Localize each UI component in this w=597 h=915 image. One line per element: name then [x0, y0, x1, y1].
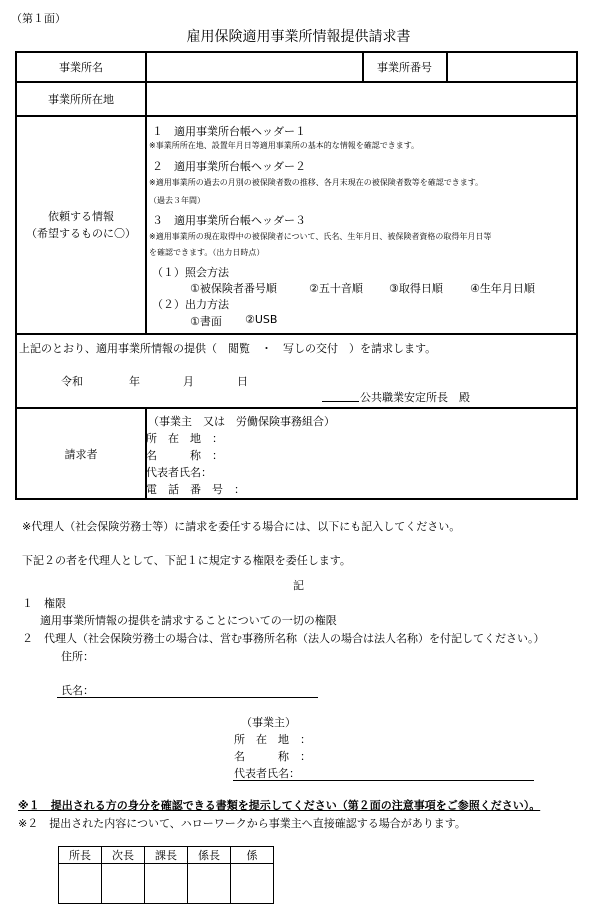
- info-item-1-note: ※事業所所在地、設置年月日等適用事業所の基本的な情報を確認できます。: [149, 141, 420, 150]
- authority-detail: 適用事業所情報の提供を請求することについての一切の権限: [40, 614, 337, 627]
- stamp-header-deputy: 次長: [102, 847, 145, 864]
- inquiry-option-3[interactable]: ③取得日順: [389, 282, 443, 295]
- office-name-underline[interactable]: [322, 401, 359, 402]
- stamp-header-section-chief: 課長: [145, 847, 188, 864]
- agent-address-label[interactable]: 住所：: [61, 650, 94, 663]
- stamp-header-subsection-chief: 係長: [188, 847, 231, 864]
- info-item-3-title[interactable]: ３ 適用事業所台帳ヘッダー３: [152, 214, 306, 227]
- page-title: 雇用保険適用事業所情報提供請求書: [186, 29, 411, 45]
- info-item-3-note: ※適用事業所の現在取得中の被保険者について、氏名、生年月日、被保険者資格の取得年月日等: [149, 232, 492, 241]
- employer-address-label[interactable]: 所 在 地 ：: [234, 733, 311, 746]
- request-info-label-line2: （希望するものに〇）: [26, 227, 136, 240]
- info-item-2-note2: （過去３年間）: [149, 196, 205, 205]
- request-statement: 上記のとおり、適用事業所情報の提供（ 閲覧 ・ 写しの交付 ）を請求します。: [19, 342, 437, 355]
- requester-representative-label[interactable]: 代表者氏名：: [146, 466, 212, 479]
- office-address-field[interactable]: [148, 83, 576, 115]
- inquiry-method-label: （１）照会方法: [152, 266, 229, 279]
- requester-name-label[interactable]: 名 称 ：: [146, 449, 223, 462]
- request-info-label: [17, 117, 145, 333]
- office-suffix: 公共職業安定所長 殿: [360, 391, 470, 404]
- proxy-note: ※代理人（社会保険労務士等）に請求を委任する場合には、以下にも記入してください。: [22, 520, 461, 533]
- page-label: （第１面）: [11, 12, 66, 25]
- agent-name-underline: [57, 697, 318, 698]
- note-1: ※１ 提出される方の身分を確認できる書類を提示してください（第２面の注意事項をご参照ください）。: [18, 799, 541, 812]
- office-name-field[interactable]: [148, 53, 361, 81]
- ki-heading: 記: [293, 579, 304, 592]
- date-month[interactable]: 月: [183, 375, 194, 388]
- note-2: ※２ 提出された内容について、ハローワークから事業主へ直接確認する場合があります。: [18, 817, 466, 830]
- requester-phone-label[interactable]: 電 話 番 号 ：: [146, 483, 245, 496]
- office-number-label: 事業所番号: [377, 61, 432, 74]
- employer-label: （事業主）: [241, 716, 296, 729]
- stamp-box-director[interactable]: [59, 864, 102, 904]
- inquiry-option-4[interactable]: ④生年月日順: [470, 282, 535, 295]
- inquiry-option-2[interactable]: ②五十音順: [309, 282, 363, 295]
- inquiry-option-1[interactable]: ①被保険者番号順: [190, 282, 277, 295]
- date-day[interactable]: 日: [237, 375, 248, 388]
- authority-heading: １ 権限: [22, 597, 66, 610]
- requester-address-label[interactable]: 所 在 地 ：: [146, 432, 223, 445]
- stamp-box-staff[interactable]: [231, 864, 274, 904]
- output-option-1[interactable]: ①書面: [190, 315, 222, 328]
- employer-name-label[interactable]: 名 称 ：: [234, 750, 311, 763]
- output-option-2[interactable]: ②USB: [245, 313, 278, 326]
- stamp-box-section-chief[interactable]: [145, 864, 188, 904]
- requester-label: 請求者: [64, 447, 98, 461]
- agent-name-label[interactable]: 氏名：: [61, 684, 94, 697]
- stamp-header-staff: 係: [231, 847, 274, 864]
- requester-type: （事業主 又は 労働保険事務組合）: [148, 415, 335, 428]
- approval-stamp-table: [58, 846, 274, 904]
- output-method-label: （２）出力方法: [152, 298, 229, 311]
- info-item-2-title[interactable]: ２ 適用事業所台帳ヘッダー２: [152, 160, 306, 173]
- info-item-3-note2: を確認できます。（出力日時点）: [149, 248, 265, 257]
- employer-underline: [233, 780, 534, 781]
- stamp-box-deputy[interactable]: [102, 864, 145, 904]
- info-item-1-title[interactable]: １ 適用事業所台帳ヘッダー１: [152, 125, 306, 138]
- stamp-box-subsection-chief[interactable]: [188, 864, 231, 904]
- date-era: 令和: [61, 375, 83, 388]
- agent-heading: ２ 代理人（社会保険労務士の場合は、営む事務所名称（法人の場合は法人名称）を付記してください。）: [22, 632, 545, 645]
- date-year[interactable]: 年: [129, 375, 140, 388]
- info-item-2-note: ※適用事業所の過去の月別の被保険者数の推移、各月末現在の被保険者数等を確認できます。: [149, 178, 484, 187]
- employer-representative-label[interactable]: 代表者氏名：: [234, 767, 300, 780]
- delegation-statement: 下記２の者を代理人として、下記１に規定する権限を委任します。: [22, 554, 351, 567]
- office-address-label: 事業所所在地: [48, 93, 114, 106]
- office-number-field[interactable]: [448, 53, 576, 81]
- request-info-label-line1: 依頼する情報: [48, 210, 114, 223]
- office-name-label: 事業所名: [59, 61, 103, 74]
- stamp-header-director: 所長: [59, 847, 102, 864]
